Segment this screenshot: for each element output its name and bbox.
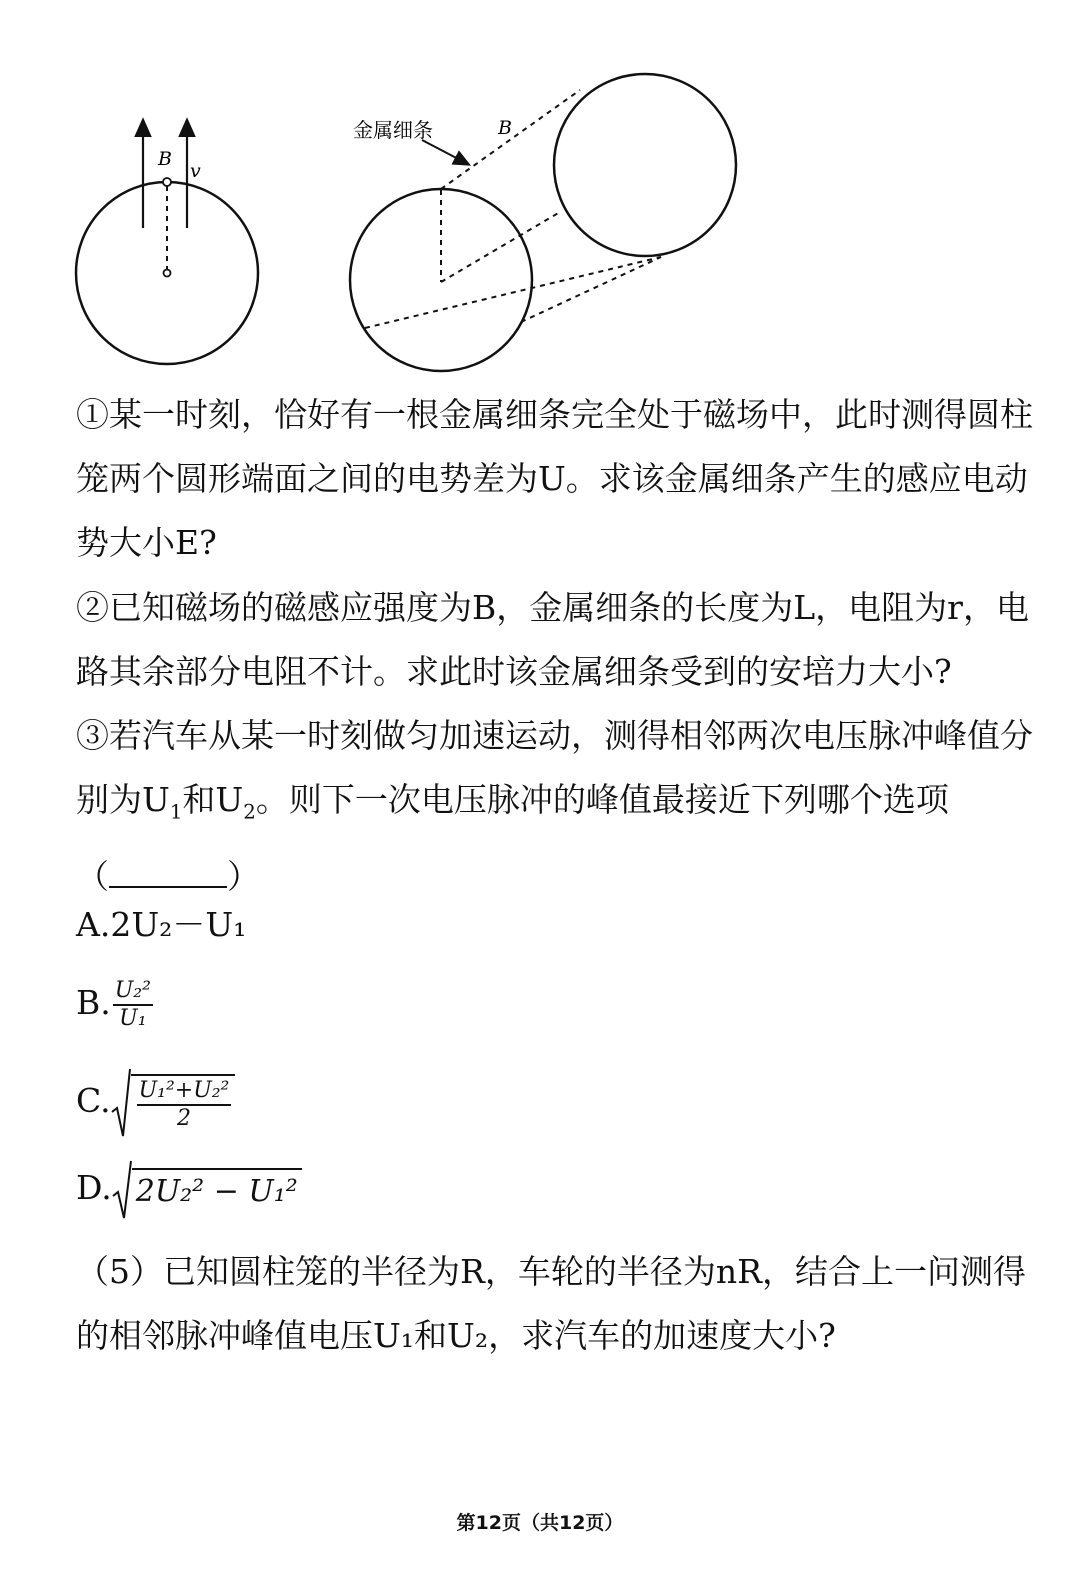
- option-d[interactable]: [76, 1160, 302, 1220]
- option-b-fraction: [113, 978, 153, 1032]
- option-a-label: A.: [76, 905, 111, 944]
- question-1: ①某一时刻，恰好有一根金属细条完全处于磁场中，此时测得圆柱笼两个圆形端面之间的电势差为U。求该金属细条产生的感应电动势大小E?: [76, 395, 1033, 562]
- left-field-label: B: [158, 148, 172, 170]
- blank-open: （: [76, 856, 109, 896]
- velocity-label: v: [190, 160, 201, 182]
- question-3: ③若汽车从某一时刻做匀加速运动，测得相邻两次电压脉冲峰值分别为$U_1$和$U_2$。则下一次电压脉冲的峰值最接近下列哪个选项 （ ）: [76, 716, 1033, 896]
- option-b-numerator: U₂²: [113, 978, 153, 1006]
- physics-figure: [0, 0, 1080, 390]
- option-a[interactable]: [76, 905, 246, 945]
- cylinder-cage-diagram: [350, 74, 736, 371]
- blank-close: ）: [227, 856, 260, 896]
- option-d-label: D.: [76, 1168, 112, 1207]
- question-3-tail: 。则下一次电压脉冲的峰值最接近下列哪个选项: [255, 780, 949, 819]
- right-field-label: B: [498, 117, 512, 139]
- option-d-sqrt: [112, 1160, 302, 1220]
- u2-symbol: U: [215, 780, 244, 819]
- option-c-sqrt: [111, 1068, 236, 1138]
- option-b-denominator: U₁: [119, 1006, 147, 1031]
- option-b[interactable]: [76, 978, 153, 1032]
- option-d-radicand: 2U₂² − U₁²: [132, 1168, 302, 1212]
- option-c-numerator: U₁²+U₂²: [137, 1078, 232, 1106]
- radical-sign: [111, 1068, 131, 1138]
- answer-blank[interactable]: [109, 858, 227, 888]
- question-3-text: ③若汽车从某一时刻做匀加速运动，测得相邻两次电压脉冲峰值分别为: [76, 716, 1033, 819]
- u1-symbol: U: [142, 780, 170, 819]
- and-word: 和: [182, 780, 216, 819]
- option-a-text: 2U₂－U₁: [110, 905, 247, 944]
- left-disk-diagram: [76, 126, 258, 364]
- option-b-label: B.: [76, 983, 111, 1022]
- option-c[interactable]: [76, 1068, 235, 1138]
- radical-sign: [112, 1160, 132, 1220]
- strip-pointer-arrow: [422, 140, 464, 162]
- question-5: （5）已知圆柱笼的半径为R，车轮的半径为nR，结合上一问测得的相邻脉冲峰值电压U₁和U₂，求汽车的加速度大小?: [76, 1252, 1026, 1355]
- strip-label: 金属细条: [353, 118, 433, 142]
- option-c-label: C.: [76, 1081, 111, 1120]
- page-footer: 第12页（共12页）: [456, 1512, 624, 1534]
- option-c-denominator: 2: [176, 1106, 191, 1131]
- option-c-fraction: [137, 1078, 232, 1132]
- question-2: ②已知磁场的磁感应强度为B，金属细条的长度为L，电阻为r，电路其余部分电阻不计。求此时该金属细条受到的安培力大小?: [76, 588, 1029, 691]
